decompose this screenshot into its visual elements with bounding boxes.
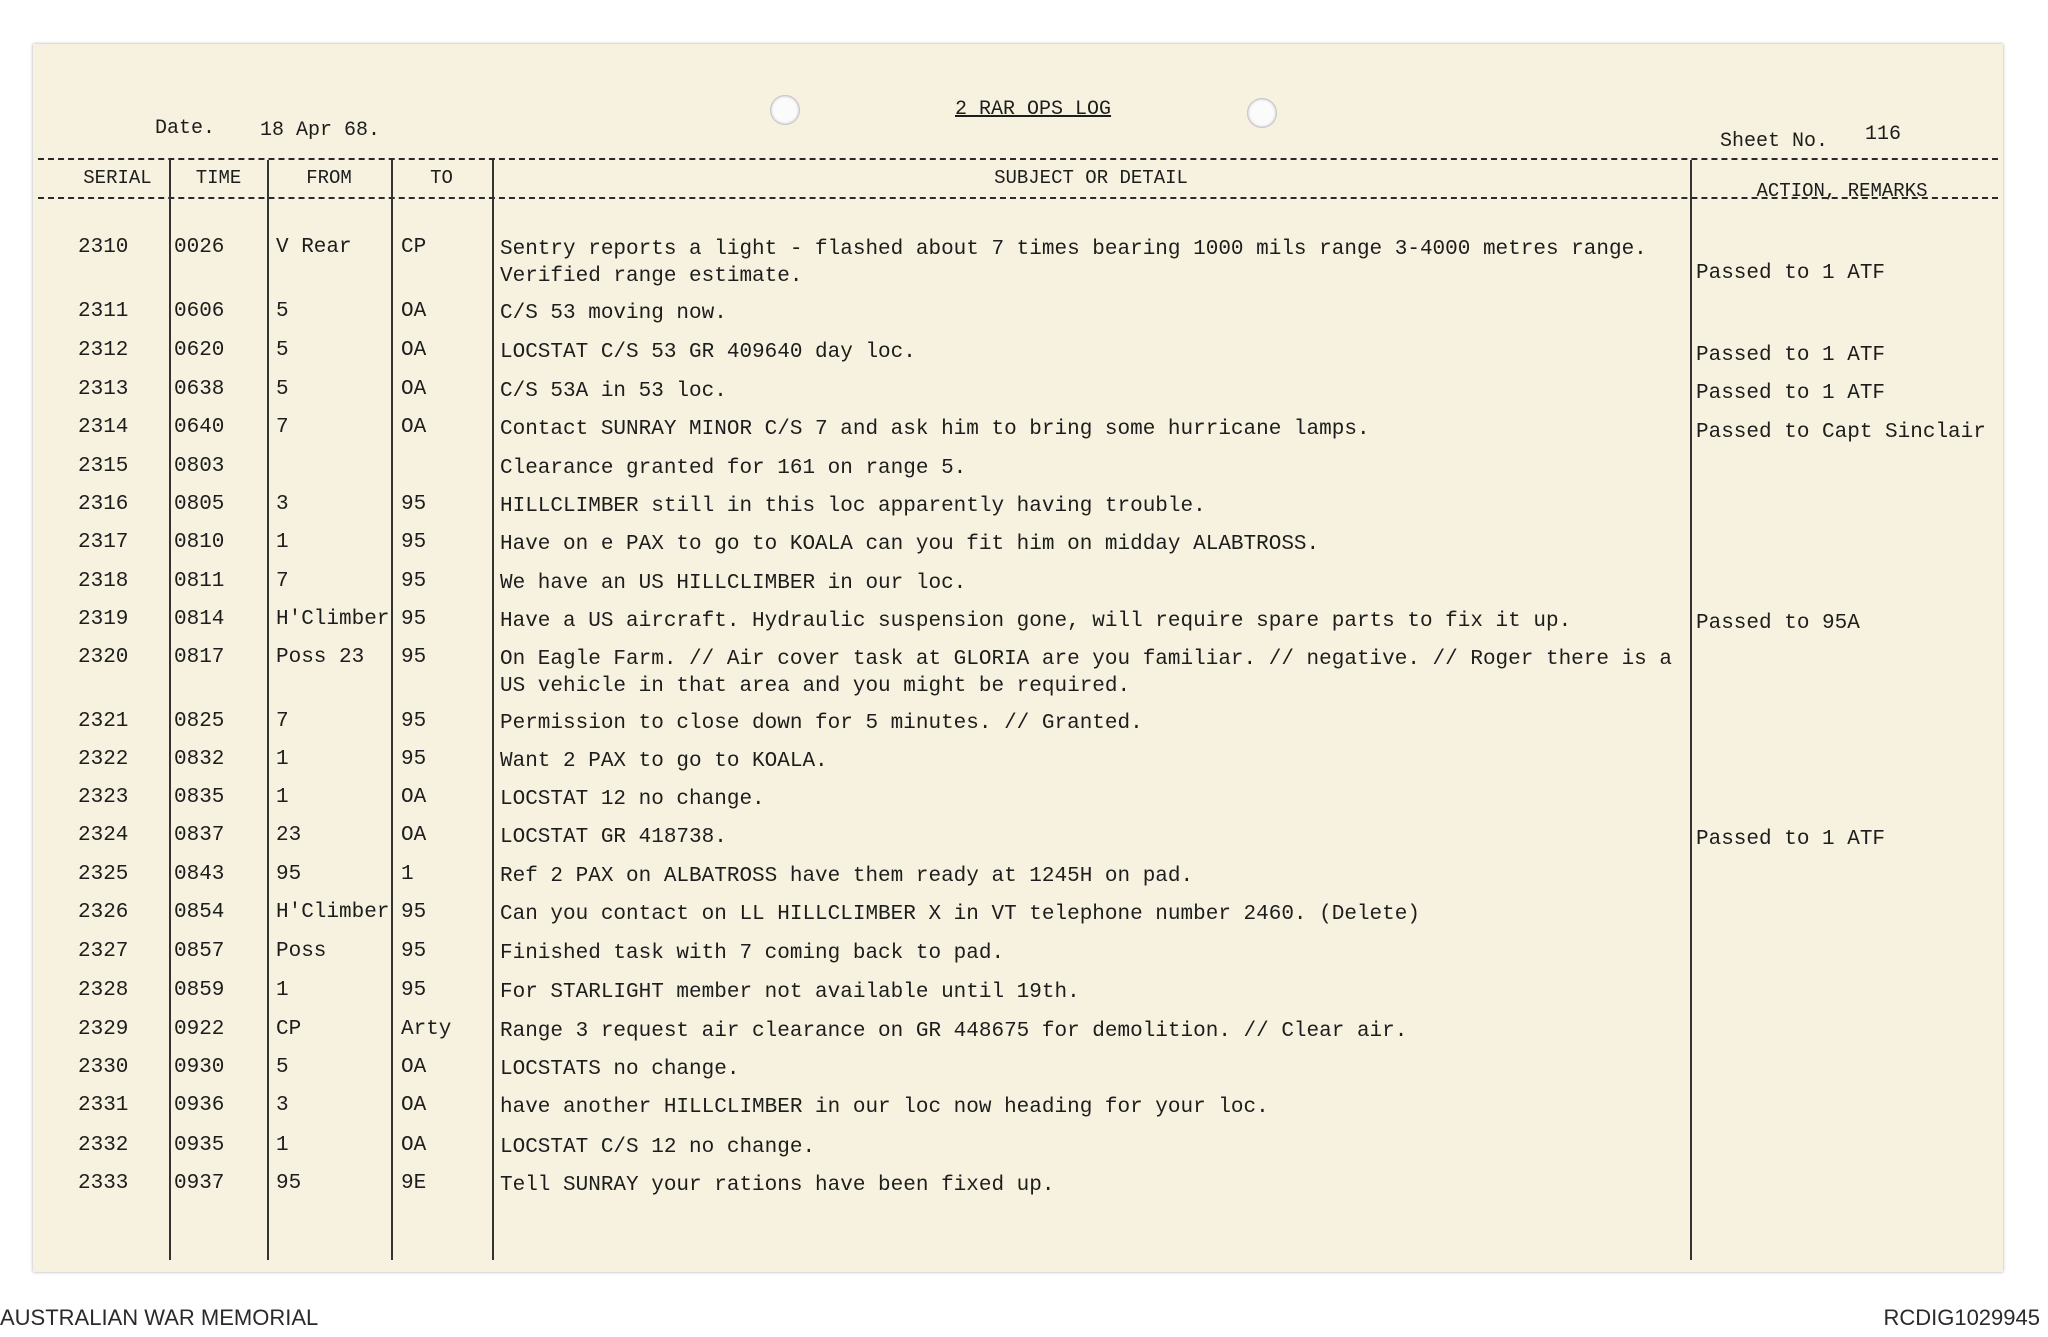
cell-subject: LOCSTAT GR 418738. xyxy=(500,826,727,849)
cell-subject: Have a US aircraft. Hydraulic suspension gone, will require spare parts to fix it up. xyxy=(500,610,1572,633)
col-divider-2 xyxy=(267,160,269,1260)
cell-from: 3 xyxy=(276,493,289,516)
cell-action: Passed to 1 ATF xyxy=(1696,344,1886,367)
cell-from: 7 xyxy=(276,710,289,733)
cell-time: 0817 xyxy=(174,646,225,669)
cell-serial: 2320 xyxy=(78,646,129,669)
cell-to: 95 xyxy=(401,608,427,631)
cell-serial: 2312 xyxy=(78,339,129,362)
cell-time: 0803 xyxy=(174,455,225,478)
cell-from: 23 xyxy=(276,824,302,847)
cell-to: Arty xyxy=(401,1018,452,1041)
cell-time: 0859 xyxy=(174,979,225,1002)
cell-from: CP xyxy=(276,1018,302,1041)
cell-subject: Clearance granted for 161 on range 5. xyxy=(500,457,967,480)
cell-serial: 2327 xyxy=(78,940,129,963)
cell-from: 7 xyxy=(276,570,289,593)
cell-from: 7 xyxy=(276,416,289,439)
cell-from: 1 xyxy=(276,979,289,1002)
cell-action: Passed to Capt Sinclair xyxy=(1696,421,1986,444)
cell-serial: 2330 xyxy=(78,1056,129,1079)
cell-action: Passed to 95A xyxy=(1696,612,1860,635)
cell-to: CP xyxy=(401,236,427,259)
cell-time: 0825 xyxy=(174,710,225,733)
cell-to: 95 xyxy=(401,940,427,963)
cell-subject: LOCSTATS no change. xyxy=(500,1058,740,1081)
cell-subject: Ref 2 PAX on ALBATROSS have them ready at 1245H on pad. xyxy=(500,865,1194,888)
cell-time: 0640 xyxy=(174,416,225,439)
cell-from: 1 xyxy=(276,748,289,771)
cell-from: 1 xyxy=(276,531,289,554)
cell-to: 95 xyxy=(401,646,427,669)
cell-from: 1 xyxy=(276,1134,289,1157)
cell-from: 5 xyxy=(276,300,289,323)
cell-to: 95 xyxy=(401,979,427,1002)
cell-time: 0026 xyxy=(174,236,225,259)
cell-time: 0935 xyxy=(174,1134,225,1157)
cell-time: 0930 xyxy=(174,1056,225,1079)
cell-to: 95 xyxy=(401,493,427,516)
cell-time: 0937 xyxy=(174,1172,225,1195)
footer-credit: AUSTRALIAN WAR MEMORIAL xyxy=(0,1305,319,1330)
cell-time: 0638 xyxy=(174,378,225,401)
punch-hole-right xyxy=(1247,98,1277,128)
cell-subject: HILLCLIMBER still in this loc apparently having trouble. xyxy=(500,495,1206,518)
col-header-subject: SUBJECT OR DETAIL xyxy=(994,167,1188,189)
cell-serial: 2319 xyxy=(78,608,129,631)
punch-hole-left xyxy=(770,95,800,125)
cell-to: 9E xyxy=(401,1172,427,1195)
date-label: Date. xyxy=(155,117,216,140)
cell-to: OA xyxy=(401,786,427,809)
cell-to: OA xyxy=(401,824,427,847)
cell-from: V Rear xyxy=(276,236,352,259)
cell-serial: 2311 xyxy=(78,300,129,323)
cell-serial: 2325 xyxy=(78,863,129,886)
cell-time: 0835 xyxy=(174,786,225,809)
cell-to: OA xyxy=(401,300,427,323)
cell-from: Poss xyxy=(276,940,327,963)
cell-serial: 2333 xyxy=(78,1172,129,1195)
cell-serial: 2322 xyxy=(78,748,129,771)
cell-subject: Have on e PAX to go to KOALA can you fit him on midday ALABTROSS. xyxy=(500,533,1320,556)
col-header-time: TIME xyxy=(195,167,242,189)
cell-time: 0620 xyxy=(174,339,225,362)
cell-time: 0606 xyxy=(174,300,225,323)
cell-serial: 2331 xyxy=(78,1094,129,1117)
col-header-from: FROM xyxy=(306,167,352,189)
cell-subject: Want 2 PAX to go to KOALA. xyxy=(500,750,828,773)
cell-subject: On Eagle Farm. // Air cover task at GLORIA are you familiar. // negative. // Roger there is a US vehicle in that area and you might be required. xyxy=(500,648,1672,698)
footer-id: RCDIG1029945 xyxy=(1883,1305,2040,1330)
cell-time: 0814 xyxy=(174,608,225,631)
cell-time: 0857 xyxy=(174,940,225,963)
cell-to: OA xyxy=(401,339,427,362)
cell-to: OA xyxy=(401,416,427,439)
cell-from: 5 xyxy=(276,339,289,362)
col-header-serial: SERIAL xyxy=(83,167,152,189)
cell-from: 1 xyxy=(276,786,289,809)
cell-to: 1 xyxy=(401,863,414,886)
cell-serial: 2315 xyxy=(78,455,129,478)
cell-time: 0936 xyxy=(174,1094,225,1117)
cell-time: 0854 xyxy=(174,901,225,924)
cell-to: OA xyxy=(401,1056,427,1079)
header-top-rule xyxy=(38,158,1998,160)
cell-time: 0832 xyxy=(174,748,225,771)
cell-serial: 2316 xyxy=(78,493,129,516)
cell-time: 0810 xyxy=(174,531,225,554)
cell-subject: We have an US HILLCLIMBER in our loc. xyxy=(500,572,967,595)
cell-time: 0837 xyxy=(174,824,225,847)
cell-to: OA xyxy=(401,378,427,401)
cell-from: 3 xyxy=(276,1094,289,1117)
cell-serial: 2314 xyxy=(78,416,129,439)
cell-from: Poss 23 xyxy=(276,646,365,669)
cell-action: Passed to 1 ATF xyxy=(1696,828,1886,851)
cell-subject: Tell SUNRAY your rations have been fixed up. xyxy=(500,1174,1055,1197)
cell-subject: LOCSTAT C/S 12 no change. xyxy=(500,1136,816,1159)
cell-subject: Range 3 request air clearance on GR 448675 for demolition. // Clear air. xyxy=(500,1020,1408,1043)
cell-from: H'Climber xyxy=(276,608,390,631)
cell-from: 5 xyxy=(276,1056,289,1079)
cell-action: Passed to 1 ATF xyxy=(1696,382,1886,405)
cell-subject: Contact SUNRAY MINOR C/S 7 and ask him to bring some hurricane lamps. xyxy=(500,418,1370,441)
cell-time: 0811 xyxy=(174,570,225,593)
page-title: 2 RAR OPS LOG xyxy=(955,98,1112,121)
col-header-action: ACTION, REMARKS xyxy=(1756,180,1928,202)
cell-to: OA xyxy=(401,1094,427,1117)
cell-serial: 2324 xyxy=(78,824,129,847)
cell-serial: 2321 xyxy=(78,710,129,733)
cell-serial: 2332 xyxy=(78,1134,129,1157)
cell-time: 0843 xyxy=(174,863,225,886)
cell-serial: 2310 xyxy=(78,236,129,259)
sheet-number: 116 xyxy=(1865,123,1902,146)
cell-time: 0805 xyxy=(174,493,225,516)
cell-serial: 2317 xyxy=(78,531,129,554)
cell-from: 95 xyxy=(276,1172,302,1195)
col-divider-5 xyxy=(1690,160,1692,1260)
cell-action: Passed to 1 ATF xyxy=(1696,262,1886,285)
cell-from: 95 xyxy=(276,863,302,886)
cell-serial: 2323 xyxy=(78,786,129,809)
cell-from: H'Climber xyxy=(276,901,390,924)
col-divider-4 xyxy=(492,160,494,1260)
col-divider-3 xyxy=(391,160,393,1260)
cell-subject: LOCSTAT 12 no change. xyxy=(500,788,765,811)
cell-subject: For STARLIGHT member not available until 19th. xyxy=(500,981,1080,1004)
cell-subject: Can you contact on LL HILLCLIMBER X in VT telephone number 2460. (Delete) xyxy=(500,903,1420,926)
cell-subject: Sentry reports a light - flashed about 7 times bearing 1000 mils range 3-4000 metres range. Verified range estimate. xyxy=(500,238,1647,288)
cell-from: 5 xyxy=(276,378,289,401)
cell-to: OA xyxy=(401,1134,427,1157)
cell-subject: have another HILLCLIMBER in our loc now heading for your loc. xyxy=(500,1096,1269,1119)
cell-to: 95 xyxy=(401,901,427,924)
sheet-label: Sheet No. xyxy=(1720,130,1829,153)
cell-to: 95 xyxy=(401,570,427,593)
cell-subject: C/S 53A in 53 loc. xyxy=(500,380,727,403)
col-divider-1 xyxy=(169,160,171,1260)
cell-subject: Finished task with 7 coming back to pad. xyxy=(500,942,1005,965)
cell-to: 95 xyxy=(401,531,427,554)
cell-serial: 2328 xyxy=(78,979,129,1002)
cell-subject: C/S 53 moving now. xyxy=(500,302,727,325)
cell-serial: 2318 xyxy=(78,570,129,593)
col-header-to: TO xyxy=(430,167,453,189)
cell-to: 95 xyxy=(401,748,427,771)
cell-subject: Permission to close down for 5 minutes. // Granted. xyxy=(500,712,1143,735)
cell-subject: LOCSTAT C/S 53 GR 409640 day loc. xyxy=(500,341,916,364)
cell-serial: 2326 xyxy=(78,901,129,924)
cell-serial: 2329 xyxy=(78,1018,129,1041)
cell-serial: 2313 xyxy=(78,378,129,401)
cell-to: 95 xyxy=(401,710,427,733)
cell-time: 0922 xyxy=(174,1018,225,1041)
date-value: 18 Apr 68. xyxy=(260,119,381,142)
